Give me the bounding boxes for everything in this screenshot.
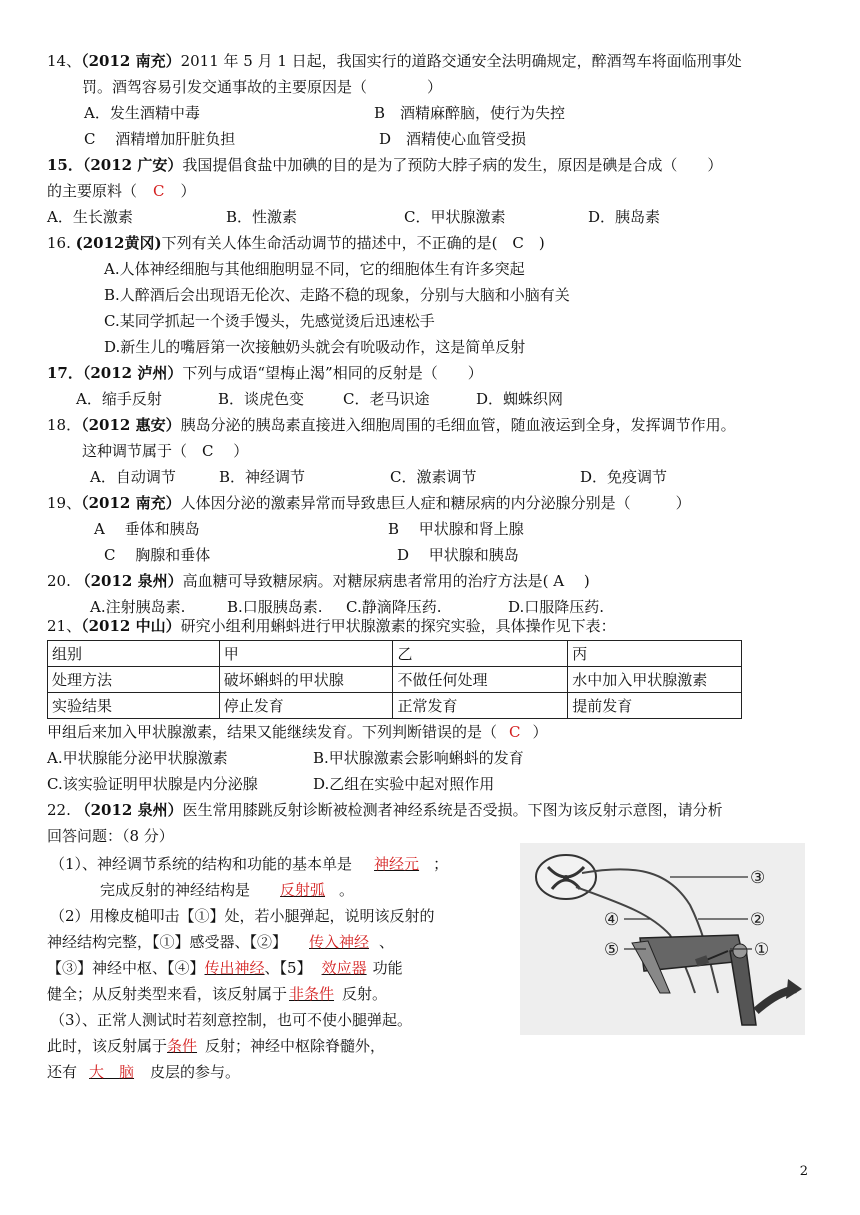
q21-answer: C — [509, 723, 521, 741]
q14-option-d: D 酒精使心血管受损 — [379, 130, 527, 148]
q19-option-b: B 甲状腺和肾上腺 — [388, 520, 524, 538]
q22-part2-line2 — [47, 933, 394, 951]
q22-part2-sep: 、 — [379, 933, 395, 951]
q19-stem — [47, 494, 691, 512]
q22-part3-line2 — [47, 1037, 385, 1055]
q17-option-d: D．蜘蛛织网 — [476, 390, 564, 408]
q16-option-d: D.新生儿的嘴唇第一次接触奶头就会有吮吸动作，这是简单反射 — [104, 338, 526, 356]
q15-answer: C — [153, 182, 165, 200]
q20-option-b: B.口服胰岛素. — [227, 598, 323, 616]
q22-part3-line3 — [47, 1063, 240, 1081]
q22-part1-line2 — [100, 881, 354, 899]
lower-leg — [730, 949, 756, 1025]
answer-effector: 效应器 — [321, 959, 367, 977]
q15-line2-text: 的主要原料（ — [47, 182, 138, 200]
table-cell: 组别 — [48, 641, 220, 667]
fig-label: ① — [754, 940, 770, 960]
page-number: 2 — [799, 1164, 808, 1179]
q14-option-a: A．发生酒精中毒 — [84, 104, 200, 122]
table-cell: 破坏蝌蚪的甲状腺 — [219, 667, 393, 693]
q17-option-b: B．谈虎色变 — [218, 390, 305, 408]
answer-unconditioned: 非条件 — [289, 985, 335, 1003]
q15-option-b: B．性激素 — [226, 208, 298, 226]
q15-option-c: C．甲状腺激素 — [404, 208, 506, 226]
answer-cerebrum: 大 脑 — [89, 1063, 135, 1081]
q22-part2-text: 神经结构完整，【①】感受器、【②】 — [47, 933, 288, 951]
reflex-diagram — [520, 843, 805, 1035]
q22-part3-text3: 还有 — [47, 1063, 78, 1081]
q18-option-b: B．神经调节 — [219, 468, 306, 486]
q14-label: 14、 — [47, 52, 82, 70]
q22-part3-line1: （3）、正常人测试时若刻意控制，也可不使小腿弹起。 — [50, 1011, 413, 1029]
q22-part2-line1: （2）用橡皮槌叩击【①】处，若小腿弹起，说明该反射的 — [50, 907, 435, 925]
q15-label: 15． — [47, 156, 83, 174]
q21-stem — [47, 617, 616, 635]
table-cell: 提前发育 — [568, 693, 742, 719]
q19-source: （2012 南充） — [81, 494, 181, 512]
q15-line2 — [47, 182, 196, 200]
q20-option-d: D.口服降压药. — [508, 598, 605, 616]
q20-option-a: A.注射胰岛素. — [90, 598, 186, 616]
q21-option-a: A.甲状腺能分泌甲状腺激素 — [47, 749, 228, 767]
q19-option-c: C 胸腺和垂体 — [104, 546, 211, 564]
fig-label: ④ — [604, 910, 620, 930]
fig-label: ⑤ — [604, 940, 620, 960]
q16-line1: 下列有关人体生命活动调节的描述中，不正确的是( C ) — [161, 234, 545, 252]
q22-line2: 回答问题：（8 分） — [47, 827, 174, 845]
q16-option-b: B.人醉酒后会出现语无伦次、走路不稳的现象，分别与大脑和小脑有关 — [104, 286, 570, 304]
q17-label: 17． — [47, 364, 83, 382]
q16-option-c: C.某同学抓起一个烫手馒头，先感觉烫后迅速松手 — [104, 312, 435, 330]
kick-arrow-head-icon — [786, 979, 802, 999]
q22-line1: 医生常用膝跳反射诊断被检测者神经系统是否受损。下图为该反射示意图，请分析 — [182, 801, 723, 819]
q17-stem — [47, 364, 483, 382]
q14-option-b: B 酒精麻醉脑，使行为失控 — [374, 104, 566, 122]
q22-part3-text4: 皮层的参与。 — [150, 1063, 241, 1081]
q22-part3-text: 此时，该反射属于 — [47, 1037, 168, 1055]
q22-part2-line4 — [47, 985, 387, 1003]
q19-option-d: D 甲状腺和胰岛 — [397, 546, 519, 564]
q14-line1: 2011 年 5 月 1 日起，我国实行的道路交通安全法明确规定，醉酒驾车将面临刑事处 — [180, 52, 742, 70]
q15-line2-end: ） — [180, 182, 196, 200]
fig-label: ③ — [750, 868, 766, 888]
q17-source: （2012 泸州） — [82, 364, 183, 382]
table-cell: 停止发育 — [219, 693, 393, 719]
experiment-table — [47, 640, 742, 719]
q22-part2-text6: 健全；从反射类型来看，该反射属于 — [47, 985, 288, 1003]
q22-part2-text3: 【③】神经中枢、【④】 — [47, 959, 205, 977]
q14-stem — [47, 52, 742, 70]
q19-label: 19、 — [47, 494, 82, 512]
q22-part1-line1 — [50, 855, 448, 873]
q16-option-a: A.人体神经细胞与其他细胞明显不同，它的细胞体生有许多突起 — [104, 260, 525, 278]
q17-option-a: A．缩手反射 — [76, 390, 162, 408]
answer-neuron: 神经元 — [374, 855, 420, 873]
table-row — [48, 641, 742, 667]
table-row — [48, 693, 742, 719]
fig-label: ② — [750, 910, 766, 930]
q21-source: （2012 中山） — [81, 617, 181, 635]
q20-line1: 高血糖可导致糖尿病。对糖尿病患者常用的治疗方法是( A ) — [182, 572, 590, 590]
q14-line2: 罚。酒驾容易引发交通事故的主要原因是（ ） — [82, 78, 443, 96]
q21-line1: 研究小组利用蝌蚪进行甲状腺激素的探究实验，具体操作见下表： — [180, 617, 616, 635]
q21-line2-end: ） — [532, 723, 548, 741]
q18-option-d: D．免疫调节 — [580, 468, 668, 486]
q22-label: 22. — [47, 801, 76, 819]
table-cell: 乙 — [393, 641, 568, 667]
q22-part1-end2: 。 — [339, 881, 355, 899]
q21-line2-text: 甲组后来加入甲状腺激素，结果又能继续发育。下列判断错误的是（ — [47, 723, 498, 741]
q22-part2-text5: 功能 — [372, 959, 403, 977]
table-cell: 丙 — [568, 641, 742, 667]
q19-option-a: A 垂体和胰岛 — [94, 520, 200, 538]
q18-stem — [47, 416, 736, 434]
q20-stem — [47, 572, 590, 590]
q22-source: （2012 泉州） — [75, 801, 183, 819]
q14-option-c: C 酒精增加肝脏负担 — [84, 130, 236, 148]
q22-part2-text7: 反射。 — [342, 985, 388, 1003]
knee-jerk-reflex-figure — [520, 843, 805, 1035]
q19-line1: 人体因分泌的激素异常而导致患巨人症和糖尿病的内分泌腺分别是（ ） — [180, 494, 691, 512]
knee — [733, 944, 747, 958]
q21-option-d: D.乙组在实验中起对照作用 — [313, 775, 495, 793]
table-cell: 水中加入甲状腺激素 — [568, 667, 742, 693]
q18-source: （2012 惠安） — [81, 416, 181, 434]
table-cell: 正常发育 — [393, 693, 568, 719]
q15-option-d: D．胰岛素 — [588, 208, 661, 226]
q22-part1-text2: 完成反射的神经结构是 — [100, 881, 251, 899]
q15-source: （2012 广安） — [82, 156, 183, 174]
q22-part3-text2: 反射；神经中枢除脊髓外， — [205, 1037, 386, 1055]
q21-line2 — [47, 723, 548, 741]
central-canal — [563, 875, 569, 881]
q16-label: 16. — [47, 234, 76, 252]
q22-part2-text4: 、【5】 — [264, 959, 312, 977]
q15-stem — [47, 156, 722, 174]
table-cell: 甲 — [219, 641, 393, 667]
table-cell: 实验结果 — [48, 693, 220, 719]
q21-option-c: C.该实验证明甲状腺是内分泌腺 — [47, 775, 258, 793]
table-cell: 不做任何处理 — [393, 667, 568, 693]
q14-source: （2012 南充） — [81, 52, 181, 70]
answer-conditioned: 条件 — [167, 1037, 198, 1055]
q22-stem — [47, 801, 723, 819]
q18-label: 18． — [47, 416, 82, 434]
q20-label: 20. — [47, 572, 76, 590]
q15-line1: 我国提倡食盐中加碘的目的是为了预防大脖子病的发生，原因是碘是合成（ ） — [182, 156, 723, 174]
answer-efferent-nerve: 传出神经 — [204, 959, 265, 977]
q22-part2-line3 — [47, 959, 403, 977]
q16-stem — [47, 234, 545, 252]
q18-line1: 胰岛分泌的胰岛素直接进入细胞周围的毛细血管，随血液运到全身，发挥调节作用。 — [180, 416, 736, 434]
q22-part1-text: （1）、神经调节系统的结构和功能的基本单是 — [50, 855, 353, 873]
answer-reflex-arc: 反射弧 — [280, 881, 326, 899]
q18-line2: 这种调节属于（ C ） — [82, 442, 249, 460]
q20-source: （2012 泉州） — [75, 572, 183, 590]
q17-option-c: C．老马识途 — [343, 390, 430, 408]
q18-option-a: A．自动调节 — [90, 468, 176, 486]
q18-option-c: C．激素调节 — [390, 468, 477, 486]
q21-label: 21、 — [47, 617, 82, 635]
table-row — [48, 667, 742, 693]
q15-option-a: A．生长激素 — [47, 208, 133, 226]
q16-source: (2012黄冈) — [75, 234, 162, 252]
answer-afferent-nerve: 传入神经 — [309, 933, 370, 951]
table-cell: 处理方法 — [48, 667, 220, 693]
q22-part1-end: ； — [433, 855, 449, 873]
q17-line1: 下列与成语“望梅止渴”相同的反射是（ ） — [182, 364, 483, 382]
q20-option-c: C.静滴降压药. — [346, 598, 442, 616]
q21-option-b: B.甲状腺激素会影响蝌蚪的发育 — [313, 749, 524, 767]
